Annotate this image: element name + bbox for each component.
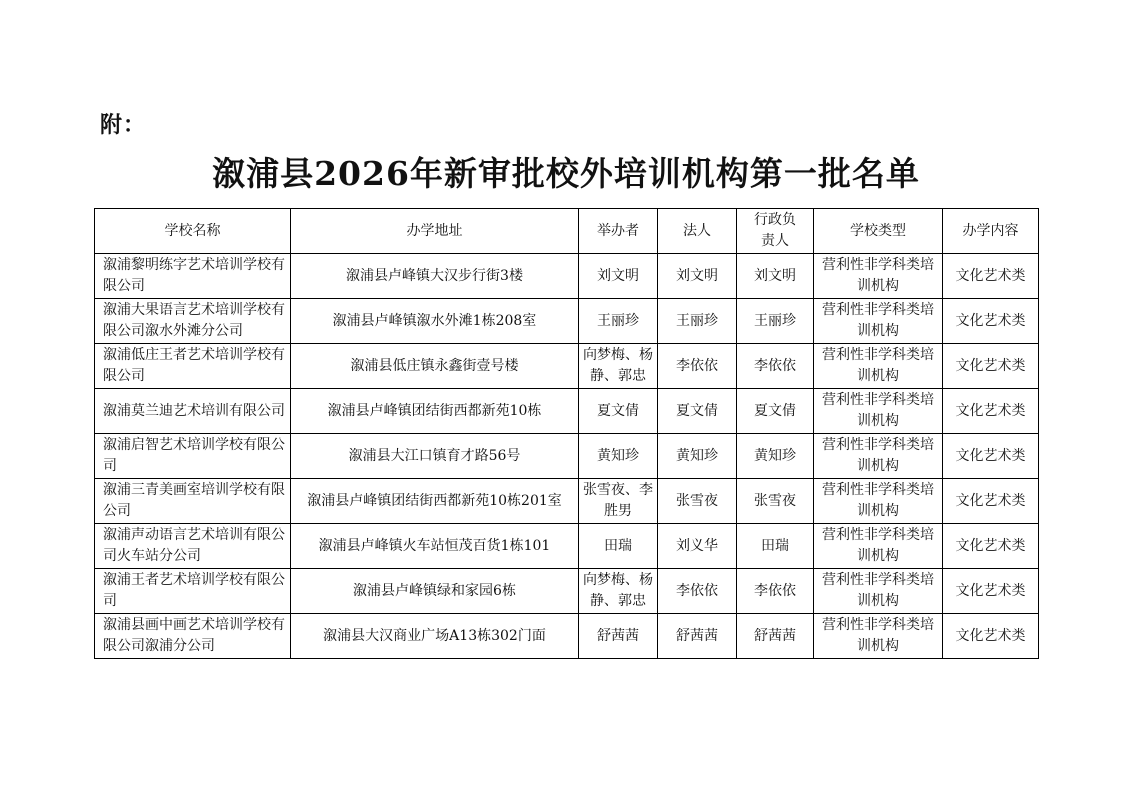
cell-content: 文化艺术类: [943, 389, 1039, 434]
cell-organizer: 黄知珍: [579, 434, 658, 479]
column-header-admin-head: 行政负责人: [737, 209, 814, 254]
cell-legal-person: 张雪夜: [658, 479, 737, 524]
cell-address: 溆浦县大江口镇育才路56号: [291, 434, 579, 479]
cell-admin-head: 王丽珍: [737, 299, 814, 344]
cell-school-type: 营利性非学科类培训机构: [814, 344, 943, 389]
cell-content: 文化艺术类: [943, 299, 1039, 344]
column-header-school-name: 学校名称: [95, 209, 291, 254]
page-title: 溆浦县2026年新审批校外培训机构第一批名单: [212, 154, 920, 193]
table-row: [95, 614, 1039, 659]
cell-organizer: 张雪夜、李胜男: [579, 479, 658, 524]
cell-legal-person: 王丽珍: [658, 299, 737, 344]
cell-legal-person: 夏文倩: [658, 389, 737, 434]
cell-admin-head: 李依依: [737, 569, 814, 614]
cell-content: 文化艺术类: [943, 254, 1039, 299]
cell-school-name: 溆浦县画中画艺术培训学校有限公司溆浦分公司: [95, 614, 291, 659]
cell-content: 文化艺术类: [943, 344, 1039, 389]
table-row: [95, 434, 1039, 479]
cell-content: 文化艺术类: [943, 569, 1039, 614]
cell-organizer: 向梦梅、杨静、郭忠: [579, 344, 658, 389]
cell-school-name: 溆浦声动语言艺术培训有限公司火车站分公司: [95, 524, 291, 569]
cell-admin-head: 张雪夜: [737, 479, 814, 524]
cell-address: 溆浦县低庄镇永鑫街壹号楼: [291, 344, 579, 389]
cell-content: 文化艺术类: [943, 614, 1039, 659]
table-header-row: [95, 209, 1039, 254]
cell-admin-head: 李依依: [737, 344, 814, 389]
cell-address: 溆浦县卢峰镇绿和家园6栋: [291, 569, 579, 614]
cell-content: 文化艺术类: [943, 524, 1039, 569]
cell-admin-head: 舒茜茜: [737, 614, 814, 659]
institution-table: [94, 208, 1039, 659]
cell-school-type: 营利性非学科类培训机构: [814, 569, 943, 614]
column-header-school-type: 学校类型: [814, 209, 943, 254]
cell-admin-head: 黄知珍: [737, 434, 814, 479]
cell-address: 溆浦县卢峰镇大汉步行街3楼: [291, 254, 579, 299]
cell-admin-head: 夏文倩: [737, 389, 814, 434]
column-header-address: 办学地址: [291, 209, 579, 254]
cell-school-name: 溆浦大果语言艺术培训学校有限公司溆水外滩分公司: [95, 299, 291, 344]
table-row: [95, 524, 1039, 569]
cell-address: 溆浦县大汉商业广场A13栋302门面: [291, 614, 579, 659]
cell-school-name: 溆浦莫兰迪艺术培训有限公司: [95, 389, 291, 434]
cell-address: 溆浦县卢峰镇溆水外滩1栋208室: [291, 299, 579, 344]
cell-legal-person: 舒茜茜: [658, 614, 737, 659]
table-row: [95, 299, 1039, 344]
cell-school-type: 营利性非学科类培训机构: [814, 299, 943, 344]
cell-school-name: 溆浦黎明练字艺术培训学校有限公司: [95, 254, 291, 299]
cell-address: 溆浦县卢峰镇火车站恒茂百货1栋101: [291, 524, 579, 569]
column-header-legal-person: 法人: [658, 209, 737, 254]
table-row: [95, 344, 1039, 389]
table-row: [95, 254, 1039, 299]
cell-admin-head: 田瑞: [737, 524, 814, 569]
cell-organizer: 田瑞: [579, 524, 658, 569]
cell-school-name: 溆浦启智艺术培训学校有限公司: [95, 434, 291, 479]
cell-school-type: 营利性非学科类培训机构: [814, 254, 943, 299]
cell-legal-person: 黄知珍: [658, 434, 737, 479]
column-header-organizer: 举办者: [579, 209, 658, 254]
cell-school-name: 溆浦低庄王者艺术培训学校有限公司: [95, 344, 291, 389]
table-row: [95, 569, 1039, 614]
cell-admin-head: 刘文明: [737, 254, 814, 299]
cell-school-type: 营利性非学科类培训机构: [814, 614, 943, 659]
table-row: [95, 479, 1039, 524]
cell-organizer: 舒茜茜: [579, 614, 658, 659]
cell-school-type: 营利性非学科类培训机构: [814, 434, 943, 479]
cell-address: 溆浦县卢峰镇团结街西都新苑10栋201室: [291, 479, 579, 524]
cell-organizer: 向梦梅、杨静、郭忠: [579, 569, 658, 614]
attachment-label: 附：: [100, 112, 147, 138]
column-header-content: 办学内容: [943, 209, 1039, 254]
table-row: [95, 389, 1039, 434]
cell-school-type: 营利性非学科类培训机构: [814, 479, 943, 524]
cell-content: 文化艺术类: [943, 434, 1039, 479]
cell-school-name: 溆浦王者艺术培训学校有限公司: [95, 569, 291, 614]
cell-legal-person: 刘义华: [658, 524, 737, 569]
cell-legal-person: 李依依: [658, 344, 737, 389]
cell-school-name: 溆浦三青美画室培训学校有限公司: [95, 479, 291, 524]
cell-content: 文化艺术类: [943, 479, 1039, 524]
cell-legal-person: 李依依: [658, 569, 737, 614]
cell-address: 溆浦县卢峰镇团结街西都新苑10栋: [291, 389, 579, 434]
cell-school-type: 营利性非学科类培训机构: [814, 389, 943, 434]
cell-organizer: 夏文倩: [579, 389, 658, 434]
cell-organizer: 王丽珍: [579, 299, 658, 344]
cell-school-type: 营利性非学科类培训机构: [814, 524, 943, 569]
cell-legal-person: 刘文明: [658, 254, 737, 299]
cell-organizer: 刘文明: [579, 254, 658, 299]
